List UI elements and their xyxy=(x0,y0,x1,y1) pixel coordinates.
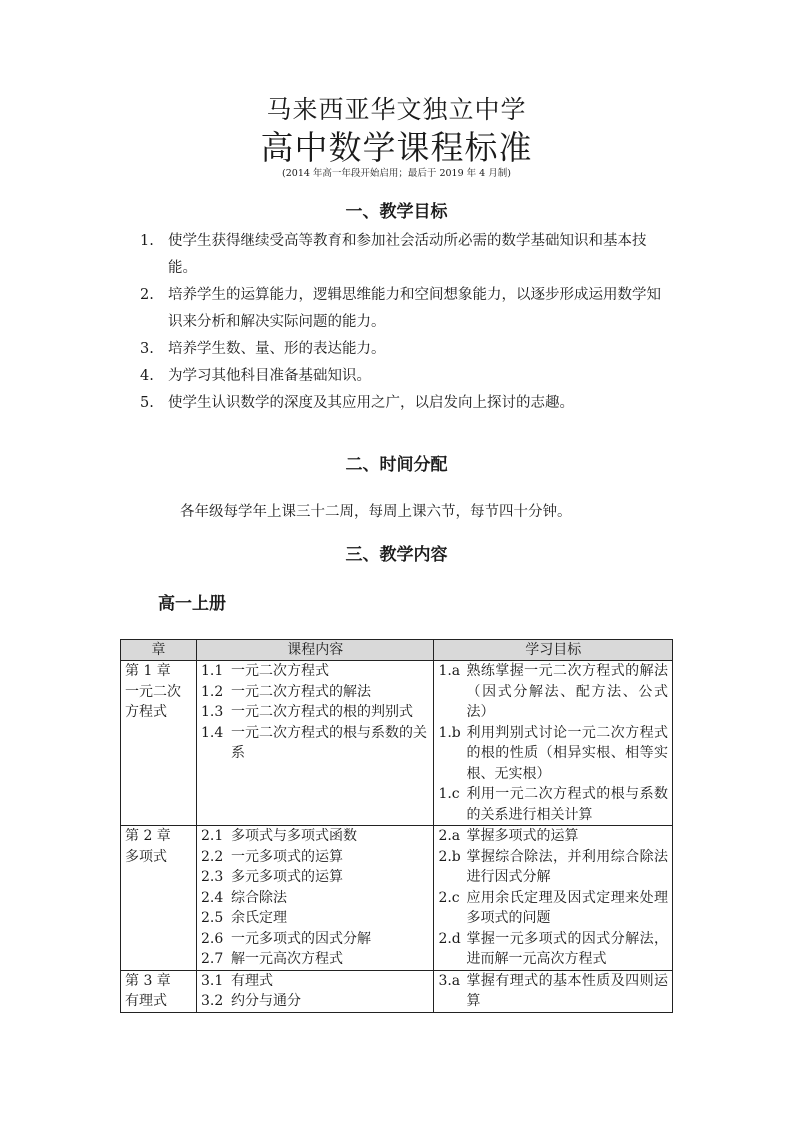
content-item xyxy=(201,826,429,847)
objective-number: 1. xyxy=(140,233,154,249)
chapter-name: 多项式 xyxy=(125,848,167,865)
content-cell xyxy=(196,826,433,971)
content-item xyxy=(201,847,429,868)
content-item xyxy=(201,929,429,950)
content-item xyxy=(201,991,429,1012)
objective-number: 4. xyxy=(140,368,154,384)
content-code: 1.2 xyxy=(200,683,224,700)
goal-item xyxy=(438,723,668,785)
objective-number: 3. xyxy=(140,341,154,357)
goal-text: 利用判别式讨论一元二次方程式的根的性质（相异实根、相等实根、无实根） xyxy=(466,724,668,782)
goal-code: 1.a xyxy=(438,663,461,679)
goal-text: 熟练掌握一元二次方程式的解法（因式分解法、配方法、公式法） xyxy=(466,663,668,720)
objective-text: 为学习其他科目准备基础知识。 xyxy=(168,368,371,384)
chapter-cell xyxy=(121,970,197,1012)
content-code: 2.3 xyxy=(200,869,224,885)
goal-code: 2.b xyxy=(438,848,461,865)
chapter-cell xyxy=(121,826,197,971)
content-item xyxy=(201,867,429,888)
content-code: 3.1 xyxy=(200,972,224,989)
content-text: 一元二次方程式的根与系数的关系 xyxy=(230,724,427,761)
content-text: 有理式 xyxy=(230,972,273,989)
goal-code: 1.b xyxy=(438,724,461,741)
content-cell xyxy=(196,970,433,1012)
content-text: 解一元高次方程式 xyxy=(230,951,343,967)
section-heading-objectives: 一、教学目标 xyxy=(345,202,448,222)
content-text: 一元二次方程式 xyxy=(230,663,329,679)
goal-text: 掌握有理式的基本性质及四则运算 xyxy=(466,972,668,1009)
goal-code: 2.d xyxy=(438,930,461,947)
objectives-list xyxy=(140,228,670,417)
table-row xyxy=(121,826,673,971)
objective-item xyxy=(140,228,670,282)
content-text: 一元多项式的因式分解 xyxy=(230,930,371,947)
table-row xyxy=(121,970,673,1012)
header-chapter: 章 xyxy=(121,640,197,661)
goal-item xyxy=(438,971,668,1012)
goal-code: 3.a xyxy=(438,972,461,989)
objective-text: 使学生认识数学的深度及其应用之广，以启发向上探讨的志趣。 xyxy=(168,395,574,411)
goal-item xyxy=(438,847,668,888)
content-cell xyxy=(196,661,433,826)
objective-number: 2. xyxy=(140,287,154,303)
content-text: 多元多项式的运算 xyxy=(230,869,343,885)
content-code: 2.4 xyxy=(200,889,224,906)
goal-item xyxy=(438,826,668,847)
chapter-name: 一元二次方程式 xyxy=(125,683,181,720)
goal-item xyxy=(438,929,668,970)
table-row xyxy=(121,661,673,826)
goal-text: 应用余氏定理及因式定理来处理多项式的问题 xyxy=(466,889,668,926)
content-item xyxy=(201,908,429,929)
content-text: 一元多项式的运算 xyxy=(230,848,343,865)
content-item xyxy=(201,888,429,909)
objective-item xyxy=(140,390,670,417)
table-header-row xyxy=(121,640,673,661)
objective-item xyxy=(140,363,670,390)
goal-item xyxy=(438,784,668,825)
chapter-name: 有理式 xyxy=(125,993,167,1009)
goal-text: 掌握综合除法，并利用综合除法进行因式分解 xyxy=(466,848,668,885)
goal-code: 2.a xyxy=(438,828,461,844)
goal-item xyxy=(438,888,668,929)
school-name: 马来西亚华文独立中学 xyxy=(266,95,527,124)
objective-item xyxy=(140,282,670,336)
content-text: 约分与通分 xyxy=(230,993,301,1009)
content-text: 一元二次方程式的根的判别式 xyxy=(230,704,413,720)
content-item xyxy=(201,661,429,682)
content-code: 2.2 xyxy=(200,848,224,865)
goals-cell xyxy=(434,661,673,826)
objective-text: 培养学生数、量、形的表达能力。 xyxy=(168,341,386,357)
content-text: 一元二次方程式的解法 xyxy=(230,683,371,700)
goal-item xyxy=(438,661,668,723)
section-heading-time: 二、时间分配 xyxy=(345,455,448,475)
goals-cell xyxy=(434,826,673,971)
content-item xyxy=(201,723,429,764)
content-item xyxy=(201,682,429,703)
content-code: 1.4 xyxy=(200,724,224,741)
goal-text: 利用一元二次方程式的根与系数的关系进行相关计算 xyxy=(466,786,668,823)
time-allocation-text: 各年级每学年上课三十二周，每周上课六节，每节四十分钟。 xyxy=(180,504,572,520)
content-item xyxy=(201,971,429,992)
content-code: 3.2 xyxy=(200,993,224,1009)
objective-number: 5. xyxy=(140,395,154,411)
document-title: 高中数学课程标准 xyxy=(260,128,533,167)
header-content: 课程内容 xyxy=(196,640,433,661)
syllabus-table xyxy=(120,639,673,1013)
content-item xyxy=(201,702,429,723)
objective-item xyxy=(140,336,670,363)
content-code: 2.7 xyxy=(200,951,224,967)
content-item xyxy=(201,949,429,970)
objective-text: 培养学生的运算能力，逻辑思维能力和空间想象能力，以逐步形成运用数学知识来分析和解决实际问题的能力。 xyxy=(168,287,661,330)
content-code: 1.1 xyxy=(200,663,224,679)
content-code: 1.3 xyxy=(200,704,224,720)
content-code: 2.6 xyxy=(200,930,224,947)
goal-text: 掌握多项式的运算 xyxy=(466,828,579,844)
section-heading-content: 三、教学内容 xyxy=(345,545,448,565)
goal-code: 2.c xyxy=(438,889,460,906)
content-code: 2.1 xyxy=(200,828,224,844)
term-heading: 高一上册 xyxy=(158,594,226,614)
chapter-number: 第 1 章 xyxy=(125,663,171,679)
chapter-cell xyxy=(121,661,197,826)
objective-text: 使学生获得继续受高等教育和参加社会活动所必需的数学基础知识和基本技能。 xyxy=(168,233,647,276)
goals-cell xyxy=(434,970,673,1012)
chapter-number: 第 2 章 xyxy=(125,828,171,844)
document-subtitle: (2014 年高一年段开始启用；最后于 2019 年 4 月制) xyxy=(282,168,511,179)
goal-code: 1.c xyxy=(438,786,460,802)
content-text: 多项式与多项式函数 xyxy=(230,828,357,844)
goal-text: 掌握一元多项式的因式分解法，进而解一元高次方程式 xyxy=(466,930,668,967)
chapter-number: 第 3 章 xyxy=(125,972,171,989)
header-goals: 学习目标 xyxy=(434,640,673,661)
content-text: 综合除法 xyxy=(230,889,287,906)
content-code: 2.5 xyxy=(200,910,224,926)
content-text: 余氏定理 xyxy=(230,910,287,926)
